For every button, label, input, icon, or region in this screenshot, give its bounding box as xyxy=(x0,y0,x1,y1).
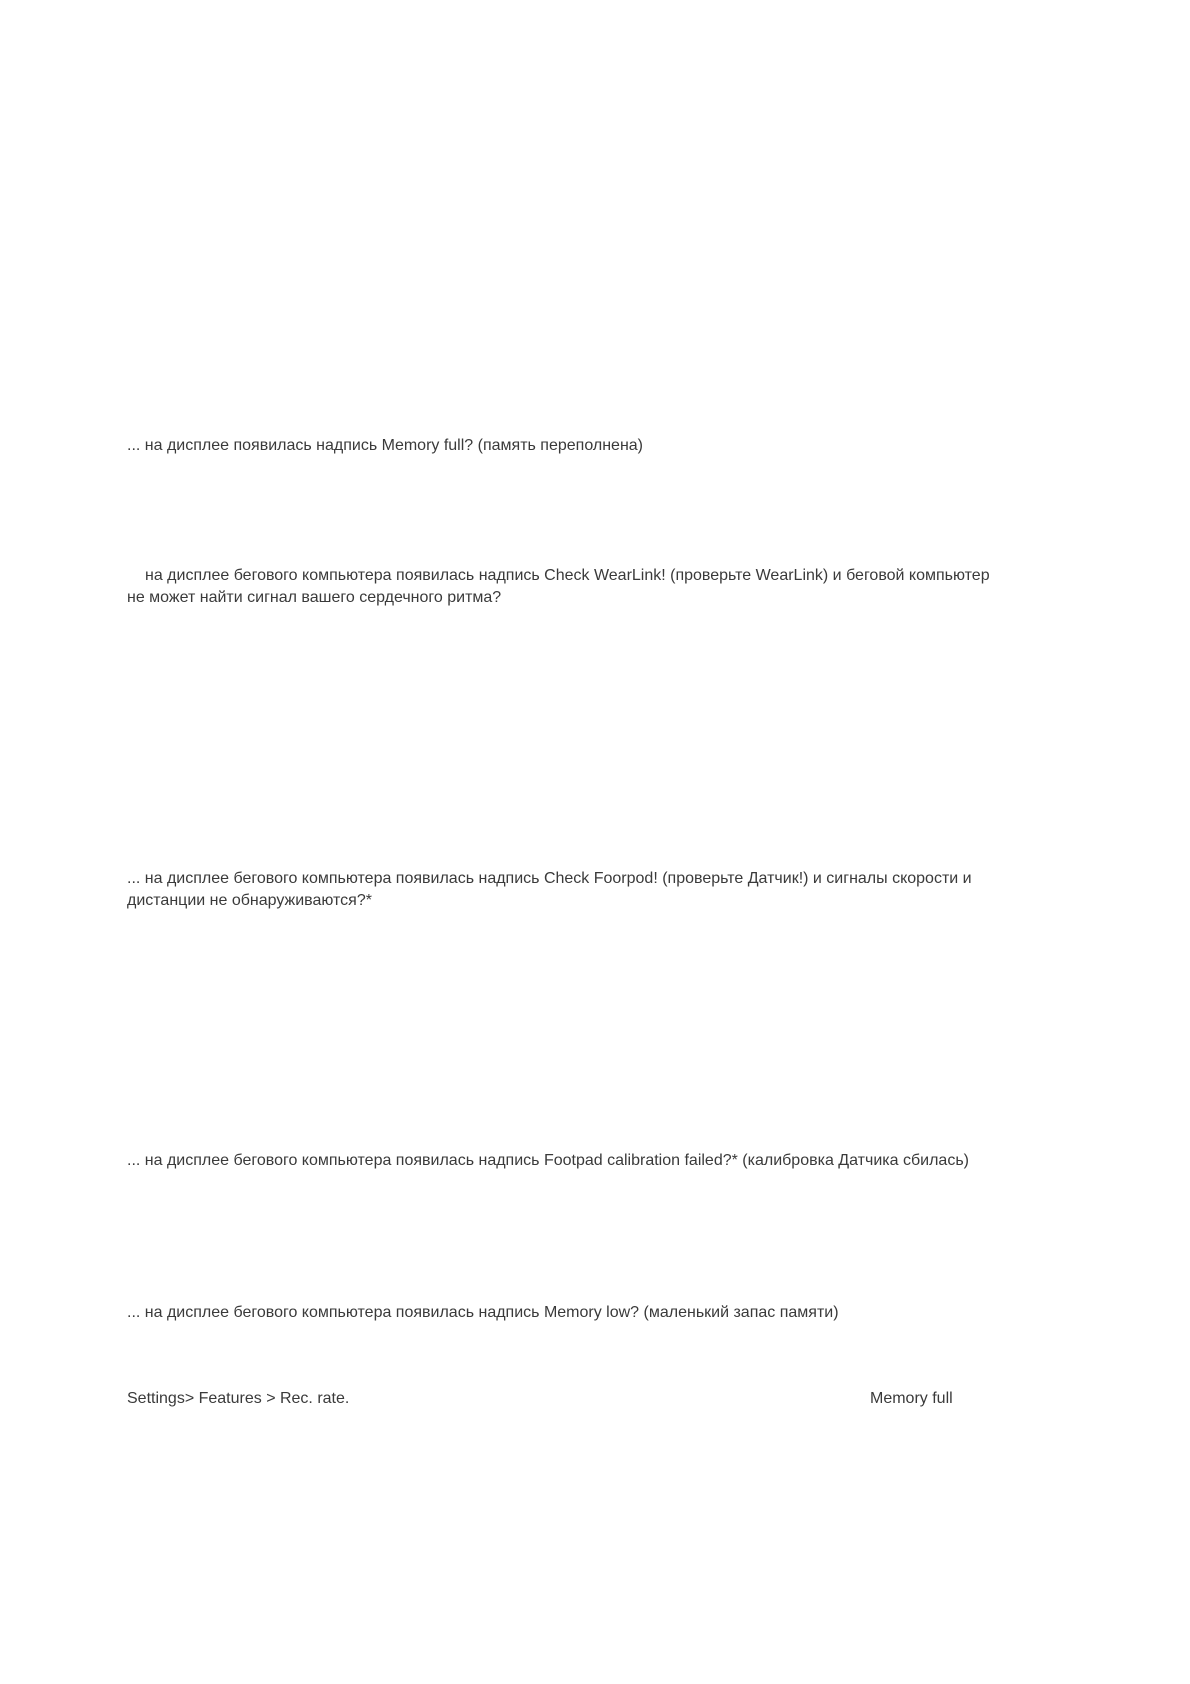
question-check-wearlink-line-2: не может найти сигнал вашего сердечного ритма? xyxy=(127,589,502,606)
settings-path: Settings> Features > Rec. rate. xyxy=(127,1390,350,1407)
question-memory-low: ... на дисплее бегового компьютера появилась надпись Memory low? (маленький запас памяти) xyxy=(127,1304,839,1321)
question-memory-full: ... на дисплее появилась надпись Memory full? (память переполнена) xyxy=(127,437,643,454)
memory-full-label: Memory full xyxy=(870,1390,953,1407)
question-check-wearlink xyxy=(127,565,1027,609)
question-calibration-failed: ... на дисплее бегового компьютера появилась надпись Footpad calibration failed?* (калибровка Датчика сбилась) xyxy=(127,1152,969,1169)
question-check-wearlink-line-1: на дисплее бегового компьютера появилась надпись Check WearLink! (проверьте WearLink) и беговой компьютер xyxy=(145,567,990,584)
question-check-footpod xyxy=(127,868,1027,912)
question-check-footpod-line-1: ... на дисплее бегового компьютера появилась надпись Check Foorpod! (проверьте Датчик!) и сигналы скорости и xyxy=(127,870,972,887)
question-check-footpod-line-2: дистанции не обнаруживаются?* xyxy=(127,892,372,909)
